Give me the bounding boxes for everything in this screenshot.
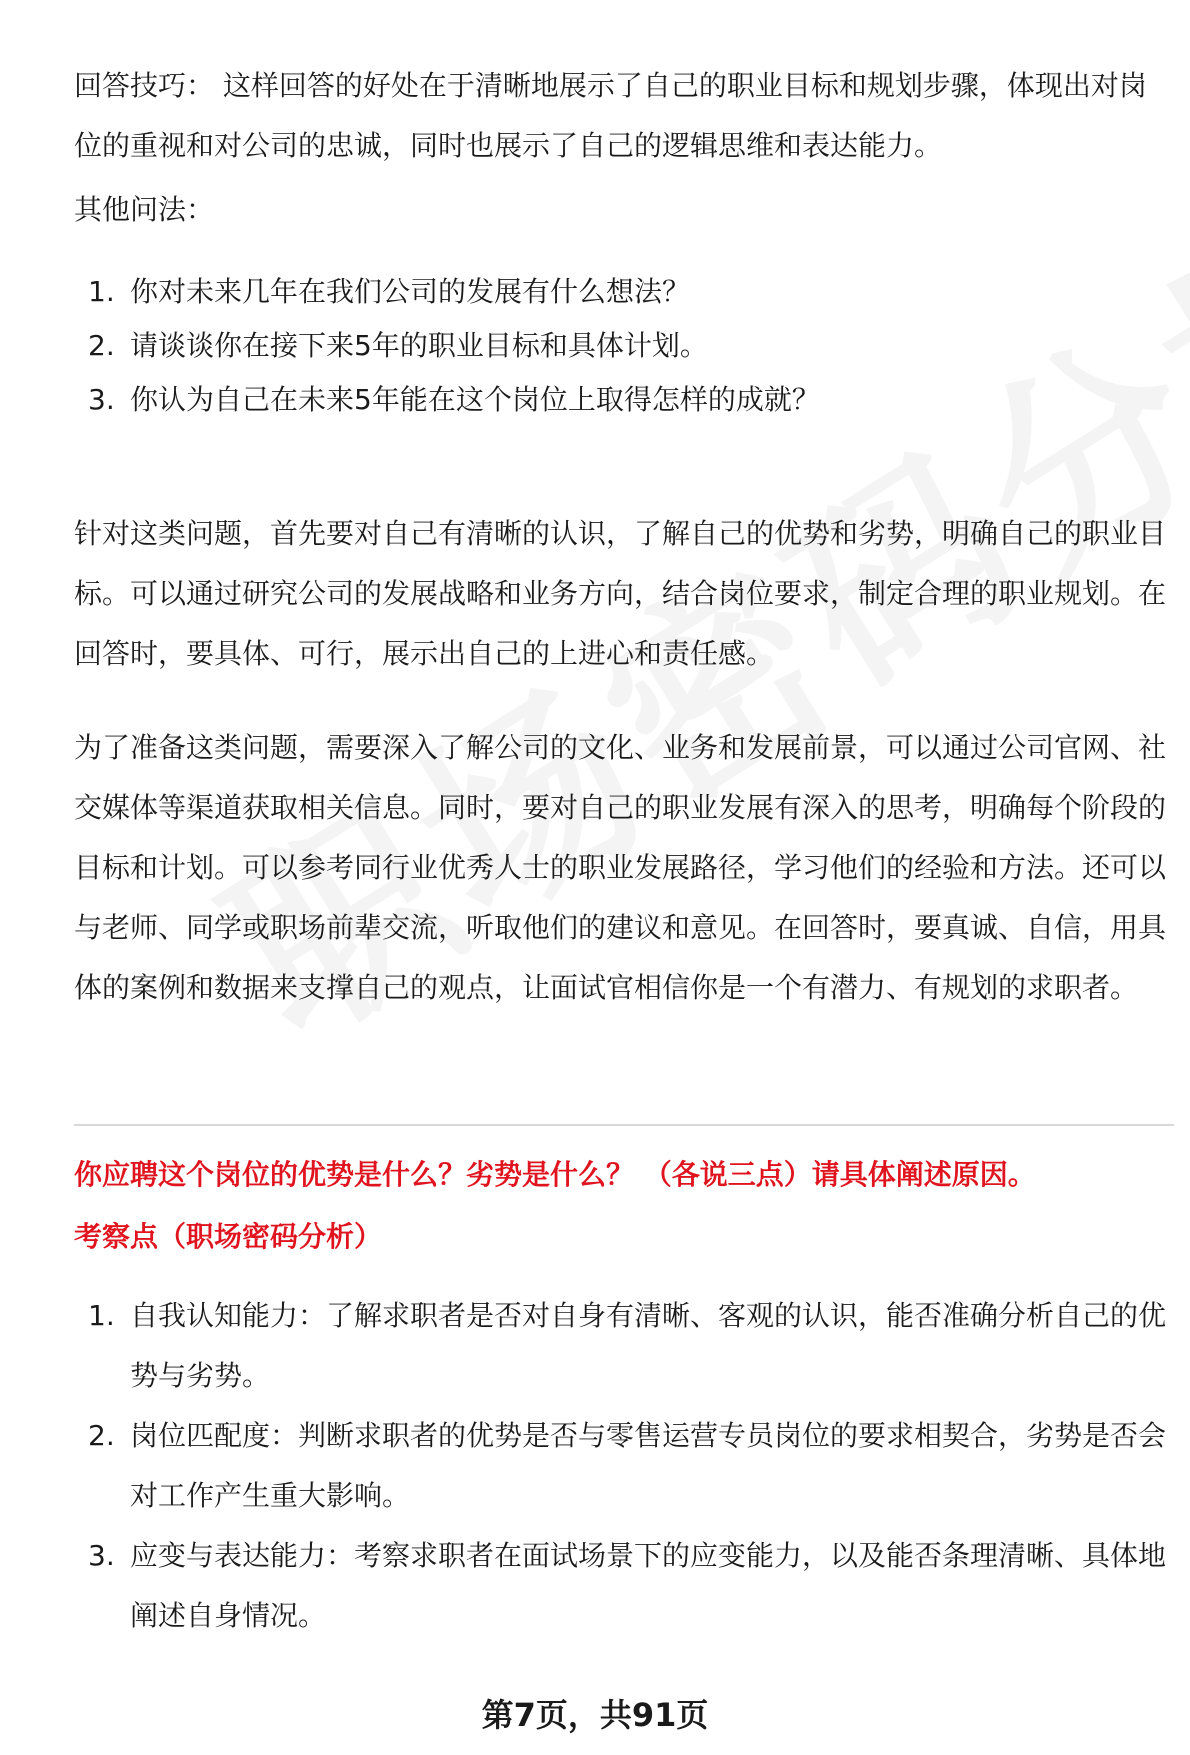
answer-tip-paragraph: 回答技巧： 这样回答的好处在于清晰地展示了自己的职业目标和规划步骤，体现出对岗位的重视和对公司的忠诚，同时也展示了自己的逻辑思维和表达能力。 (74, 69, 1147, 162)
list-number: 2. (88, 1419, 115, 1452)
list-text: 你认为自己在未来5年能在这个岗位上取得怎样的成就？ (130, 383, 820, 416)
list-item (88, 1286, 1168, 1406)
list-item (88, 316, 1168, 376)
section-divider (74, 1124, 1174, 1126)
strategy-paragraph: 针对这类问题，首先要对自己有清晰的认识，了解自己的优势和劣势，明确自己的职业目标。可以通过研究公司的发展战略和业务方向，结合岗位要求，制定合理的职业规划。在回答时，要具体、可行，展示出自己的上进心和责任感。 (74, 517, 1167, 670)
list-number: 1. (88, 275, 115, 308)
list-number: 3. (88, 383, 115, 416)
other-questions-heading: 其他问法： (74, 193, 215, 226)
assessment-heading: 考察点（职场密码分析） (74, 1220, 383, 1253)
list-item (88, 370, 1168, 430)
interview-question: 你应聘这个岗位的优势是什么？劣势是什么？ （各说三点）请具体阐述原因。 (74, 1158, 1036, 1191)
list-item (88, 1406, 1168, 1526)
list-number: 1. (88, 1299, 115, 1332)
list-number: 2. (88, 329, 115, 362)
list-item (88, 262, 1168, 322)
list-item (88, 1526, 1168, 1646)
list-text: 应变与表达能力：考察求职者在面试场景下的应变能力，以及能否条理清晰、具体地阐述自身情况。 (130, 1539, 1167, 1632)
list-text: 你对未来几年在我们公司的发展有什么想法？ (130, 275, 691, 308)
list-text: 自我认知能力：了解求职者是否对自身有清晰、客观的认识，能否准确分析自己的优势与劣势。 (130, 1299, 1167, 1392)
list-number: 3. (88, 1539, 115, 1572)
list-text: 请谈谈你在接下来5年的职业目标和具体计划。 (130, 329, 708, 362)
preparation-paragraph: 为了准备这类问题，需要深入了解公司的文化、业务和发展前景，可以通过公司官网、社交媒体等渠道获取相关信息。同时，要对自己的职业发展有深入的思考，明确每个阶段的目标和计划。可以参考同行业优秀人士的职业发展路径，学习他们的经验和方法。还可以与老师、同学或职场前辈交流，听取他们的建议和意见。在回答时，要真诚、自信，用具体的案例和数据来支撑自己的观点，让面试官相信你是一个有潜力、有规划的求职者。 (74, 731, 1167, 1004)
list-text: 岗位匹配度：判断求职者的优势是否与零售运营专员岗位的要求相契合，劣势是否会对工作产生重大影响。 (130, 1419, 1167, 1512)
page-number: 第7页，共91页 (481, 1696, 709, 1734)
